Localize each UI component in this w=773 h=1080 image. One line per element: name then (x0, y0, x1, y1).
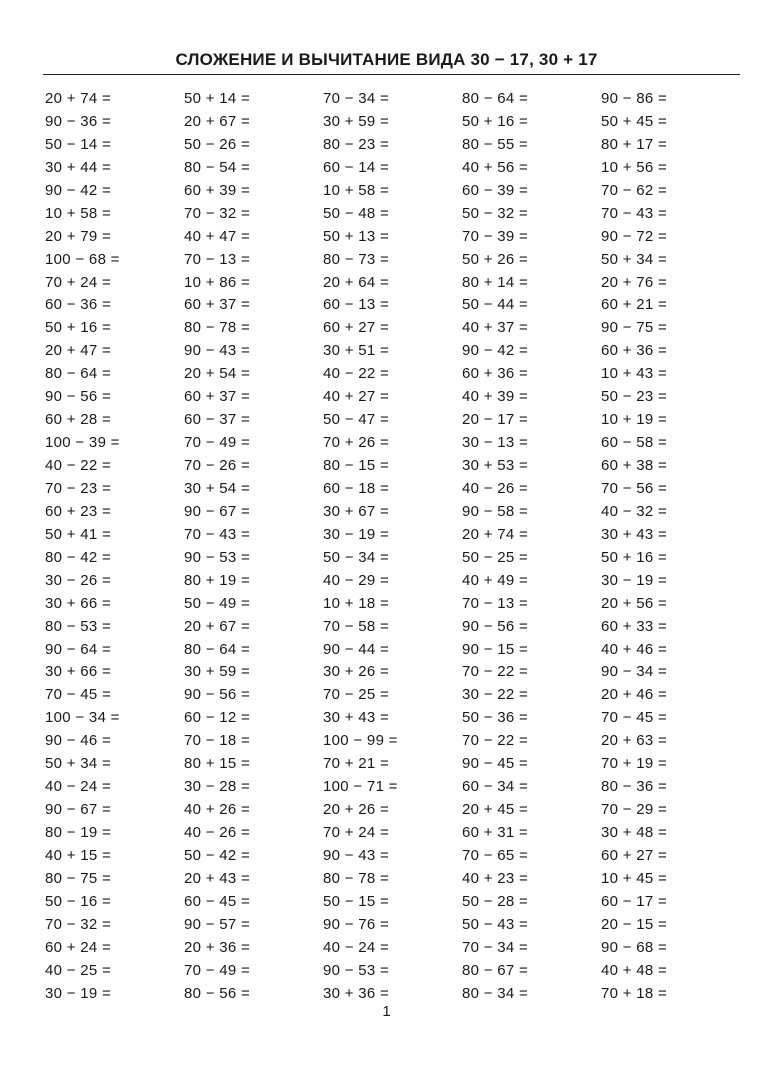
exercise-item: 90 − 46 = (45, 732, 112, 750)
exercise-item: 40 − 22 = (323, 365, 390, 383)
exercise-item: 60 − 12 = (184, 709, 251, 727)
exercise-item: 50 + 16 = (45, 319, 112, 337)
exercise-item: 40 − 32 = (601, 502, 668, 520)
exercise-item: 60 + 21 = (601, 296, 668, 314)
exercise-item: 40 − 24 = (323, 938, 390, 956)
exercise-item: 40 + 26 = (184, 801, 251, 819)
exercise-item: 40 + 23 = (462, 869, 529, 887)
exercise-item: 90 − 68 = (601, 938, 668, 956)
exercise-item: 60 + 36 = (601, 342, 668, 360)
exercise-item: 60 − 37 = (184, 411, 251, 429)
exercise-item: 30 − 19 = (323, 525, 390, 543)
exercise-item: 70 − 22 = (462, 732, 529, 750)
exercise-item: 50 + 34 = (45, 755, 112, 773)
exercise-item: 40 + 27 = (323, 388, 390, 406)
exercise-item: 50 + 13 = (323, 227, 390, 245)
exercise-item: 60 − 36 = (45, 296, 112, 314)
exercise-item: 20 + 26 = (323, 801, 390, 819)
exercise-item: 90 − 86 = (601, 90, 668, 107)
exercise-item: 60 − 45 = (184, 892, 251, 910)
exercise-item: 80 − 64 = (45, 365, 112, 383)
exercise-item: 20 + 67 = (184, 617, 251, 635)
exercise-item: 30 + 59 = (184, 663, 251, 681)
exercise-item: 50 − 49 = (184, 594, 251, 612)
exercise-item: 40 + 48 = (601, 961, 668, 979)
exercise-item: 70 − 62 = (601, 181, 668, 199)
exercise-item: 60 − 39 = (462, 181, 529, 199)
exercise-item: 90 − 67 = (45, 801, 112, 819)
exercise-item: 80 − 78 = (184, 319, 251, 337)
exercise-item: 100 − 34 = (45, 709, 120, 727)
exercise-item: 90 − 58 = (462, 502, 529, 520)
exercise-item: 90 − 76 = (323, 915, 390, 933)
exercise-item: 20 + 74 = (45, 90, 112, 107)
exercise-item: 20 + 45 = (462, 801, 529, 819)
exercise-item: 10 + 18 = (323, 594, 390, 612)
exercise-item: 30 − 19 = (45, 984, 112, 1002)
exercise-item: 90 − 56 = (462, 617, 529, 635)
exercise-item: 20 + 56 = (601, 594, 668, 612)
exercise-item: 90 − 34 = (601, 663, 668, 681)
exercise-item: 60 + 37 = (184, 388, 251, 406)
exercise-item: 80 + 15 = (184, 755, 251, 773)
exercise-item: 80 − 23 = (323, 135, 390, 153)
exercise-column-3 (323, 88, 462, 1006)
exercise-item: 50 − 23 = (601, 388, 668, 406)
exercise-item: 30 + 54 = (184, 479, 251, 497)
exercise-item: 90 − 64 = (45, 640, 112, 658)
exercise-column-5 (601, 88, 740, 1006)
exercise-item: 50 − 44 = (462, 296, 529, 314)
exercise-item: 80 − 75 = (45, 869, 112, 887)
exercise-item: 90 − 42 = (462, 342, 529, 360)
exercise-item: 60 + 33 = (601, 617, 668, 635)
exercise-item: 80 − 56 = (184, 984, 251, 1002)
exercise-item: 70 − 56 = (601, 479, 668, 497)
exercise-item: 10 + 43 = (601, 365, 668, 383)
exercise-item: 20 + 67 = (184, 112, 251, 130)
exercise-item: 50 + 16 = (462, 112, 529, 130)
exercise-item: 20 + 74 = (462, 525, 529, 543)
exercise-item: 60 + 24 = (45, 938, 112, 956)
exercise-item: 50 − 42 = (184, 846, 251, 864)
exercise-item: 50 + 14 = (184, 90, 251, 107)
exercise-item: 90 − 45 = (462, 755, 529, 773)
exercise-item: 30 + 59 = (323, 112, 390, 130)
exercise-item: 30 − 19 = (601, 571, 668, 589)
exercise-item: 60 + 39 = (184, 181, 251, 199)
exercise-item: 60 − 13 = (323, 296, 390, 314)
exercise-item: 40 + 49 = (462, 571, 529, 589)
exercise-item: 70 − 39 = (462, 227, 529, 245)
exercise-item: 90 − 15 = (462, 640, 529, 658)
exercise-item: 70 − 32 = (45, 915, 112, 933)
exercise-item: 70 + 24 = (323, 824, 390, 841)
exercise-item: 90 − 56 = (45, 388, 112, 406)
exercise-item: 30 + 66 = (45, 663, 112, 681)
exercise-column-2 (184, 88, 323, 1006)
exercise-item: 70 − 22 = (462, 663, 529, 681)
exercise-item: 80 + 19 = (184, 571, 251, 589)
exercise-item: 60 − 14 = (323, 158, 390, 176)
exercise-item: 80 − 53 = (45, 617, 112, 635)
exercise-item: 90 − 36 = (45, 112, 112, 130)
exercise-item: 20 + 47 = (45, 342, 112, 360)
exercise-item: 20 + 79 = (45, 227, 112, 245)
exercise-item: 90 − 57 = (184, 915, 251, 933)
exercise-item: 80 + 14 = (462, 273, 529, 291)
exercise-item: 40 + 15 = (45, 846, 112, 864)
exercise-item: 70 − 49 = (184, 961, 251, 979)
exercise-item: 70 + 26 = (323, 434, 390, 452)
exercise-item: 70 − 65 = (462, 846, 529, 864)
exercise-item: 20 + 36 = (184, 938, 251, 956)
exercise-item: 100 − 71 = (323, 778, 398, 796)
exercise-item: 80 − 34 = (462, 984, 529, 1002)
exercise-item: 90 − 44 = (323, 640, 390, 658)
exercise-item: 50 − 26 = (184, 135, 251, 153)
exercise-item: 20 + 43 = (184, 869, 251, 887)
exercise-item: 90 − 53 = (184, 548, 251, 566)
exercise-item: 50 − 32 = (462, 204, 529, 222)
exercise-item: 90 − 43 = (323, 846, 390, 864)
exercise-item: 50 − 15 = (323, 892, 390, 910)
exercise-item: 70 − 13 = (184, 250, 251, 268)
exercise-item: 70 + 24 = (45, 273, 112, 291)
exercise-item: 50 + 26 = (462, 250, 529, 268)
exercise-item: 30 + 43 = (601, 525, 668, 543)
exercise-item: 20 − 15 = (601, 915, 668, 933)
exercise-item: 70 − 23 = (45, 479, 112, 497)
exercise-item: 60 − 17 = (601, 892, 668, 910)
exercise-item: 20 + 46 = (601, 686, 668, 704)
exercise-item: 70 − 25 = (323, 686, 390, 704)
exercise-item: 30 + 44 = (45, 158, 112, 176)
exercise-item: 80 − 67 = (462, 961, 529, 979)
exercise-item: 40 + 56 = (462, 158, 529, 176)
exercise-item: 30 − 22 = (462, 686, 529, 704)
exercise-item: 30 + 36 = (323, 984, 390, 1002)
exercise-item: 70 − 26 = (184, 457, 251, 474)
exercise-item: 30 − 13 = (462, 434, 529, 452)
exercise-item: 40 − 25 = (45, 961, 112, 979)
exercise-item: 10 + 58 = (323, 181, 390, 199)
exercise-item: 50 − 16 = (45, 892, 112, 910)
exercise-item: 100 − 39 = (45, 434, 120, 452)
exercise-item: 30 + 51 = (323, 342, 390, 360)
exercise-item: 50 + 16 = (601, 548, 668, 566)
exercise-item: 30 − 26 = (45, 571, 112, 589)
exercise-item: 80 − 42 = (45, 548, 112, 566)
exercise-item: 40 + 47 = (184, 227, 251, 245)
exercise-item: 30 + 67 = (323, 502, 390, 520)
title-rule (43, 74, 740, 75)
exercise-item: 90 − 56 = (184, 686, 251, 704)
exercise-item: 80 − 55 = (462, 135, 529, 153)
exercise-item: 70 − 45 = (601, 709, 668, 727)
exercise-item: 10 + 19 = (601, 411, 668, 429)
exercise-item: 70 − 32 = (184, 204, 251, 222)
exercise-item: 30 + 26 = (323, 663, 390, 681)
exercise-column-4 (462, 88, 601, 1006)
exercise-item: 20 + 64 = (323, 273, 390, 291)
exercise-item: 70 − 18 = (184, 732, 251, 750)
exercise-item: 80 − 15 = (323, 457, 390, 474)
page-title: СЛОЖЕНИЕ И ВЫЧИТАНИЕ ВИДА 30 − 17, 30 + 17 (175, 50, 598, 69)
exercise-item: 60 + 27 = (323, 319, 390, 337)
exercise-item: 70 − 34 = (462, 938, 529, 956)
exercise-item: 50 − 25 = (462, 548, 529, 566)
exercise-item: 20 + 54 = (184, 365, 251, 383)
exercise-item: 50 − 47 = (323, 411, 390, 429)
exercise-item: 50 − 36 = (462, 709, 529, 727)
exercise-item: 70 − 45 = (45, 686, 112, 704)
exercise-item: 30 + 66 = (45, 594, 112, 612)
exercise-item: 90 − 42 = (45, 181, 112, 199)
exercise-item: 60 + 31 = (462, 824, 529, 841)
exercise-item: 40 − 26 = (462, 479, 529, 497)
exercise-item: 30 + 43 = (323, 709, 390, 727)
exercise-item: 80 − 54 = (184, 158, 251, 176)
exercise-item: 100 − 68 = (45, 250, 120, 268)
exercise-item: 70 − 58 = (323, 617, 390, 635)
exercise-item: 50 + 34 = (601, 250, 668, 268)
exercise-item: 90 − 72 = (601, 227, 668, 245)
exercise-item: 50 + 41 = (45, 525, 112, 543)
exercise-item: 70 − 49 = (184, 434, 251, 452)
exercise-item: 50 − 43 = (462, 915, 529, 933)
exercise-item: 70 + 19 = (601, 755, 668, 773)
exercise-item: 50 − 34 = (323, 548, 390, 566)
exercise-item: 80 + 17 = (601, 135, 668, 153)
exercise-grid (45, 88, 740, 1006)
exercise-item: 60 + 36 = (462, 365, 529, 383)
exercise-item: 30 + 48 = (601, 824, 668, 841)
exercise-item: 10 + 58 = (45, 204, 112, 222)
exercise-item: 20 + 63 = (601, 732, 668, 750)
exercise-item: 80 − 19 = (45, 824, 112, 841)
exercise-item: 70 − 13 = (462, 594, 529, 612)
exercise-item: 30 − 28 = (184, 778, 251, 796)
exercise-item: 70 − 29 = (601, 801, 668, 819)
exercise-item: 40 − 29 = (323, 571, 390, 589)
exercise-item: 50 + 45 = (601, 112, 668, 130)
exercise-item: 40 + 37 = (462, 319, 529, 337)
exercise-item: 70 + 18 = (601, 984, 668, 1002)
exercise-item: 20 + 76 = (601, 273, 668, 291)
exercise-item: 70 − 43 = (184, 525, 251, 543)
exercise-item: 40 − 26 = (184, 824, 251, 841)
exercise-item: 60 + 28 = (45, 411, 112, 429)
exercise-item: 40 − 22 = (45, 457, 112, 474)
exercise-item: 20 − 17 = (462, 411, 529, 429)
exercise-column-1 (45, 88, 184, 1006)
exercise-item: 60 + 37 = (184, 296, 251, 314)
exercise-item: 60 − 58 = (601, 434, 668, 452)
exercise-item: 90 − 43 = (184, 342, 251, 360)
exercise-item: 60 − 18 = (323, 479, 390, 497)
exercise-item: 10 + 86 = (184, 273, 251, 291)
exercise-item: 80 − 36 = (601, 778, 668, 796)
exercise-item: 40 − 24 = (45, 778, 112, 796)
exercise-item: 70 − 43 = (601, 204, 668, 222)
exercise-item: 80 − 78 = (323, 869, 390, 887)
exercise-item: 60 − 34 = (462, 778, 529, 796)
exercise-item: 40 + 46 = (601, 640, 668, 658)
exercise-item: 70 − 34 = (323, 90, 390, 107)
exercise-item: 50 − 48 = (323, 204, 390, 222)
exercise-item: 80 − 64 = (462, 90, 529, 107)
exercise-item: 100 − 99 = (323, 732, 398, 750)
exercise-item: 70 + 21 = (323, 755, 390, 773)
exercise-item: 10 + 56 = (601, 158, 668, 176)
exercise-item: 40 + 39 = (462, 388, 529, 406)
exercise-item: 80 − 64 = (184, 640, 251, 658)
exercise-item: 60 + 23 = (45, 502, 112, 520)
exercise-item: 90 − 75 = (601, 319, 668, 337)
exercise-item: 50 − 14 = (45, 135, 112, 153)
exercise-item: 90 − 67 = (184, 502, 251, 520)
exercise-item: 30 + 53 = (462, 457, 529, 474)
exercise-item: 60 + 27 = (601, 846, 668, 864)
exercise-item: 60 + 38 = (601, 457, 668, 474)
page-number: 1 (382, 1003, 391, 1020)
exercise-item: 50 − 28 = (462, 892, 529, 910)
exercise-item: 80 − 73 = (323, 250, 390, 268)
exercise-item: 10 + 45 = (601, 869, 668, 887)
exercise-item: 90 − 53 = (323, 961, 390, 979)
